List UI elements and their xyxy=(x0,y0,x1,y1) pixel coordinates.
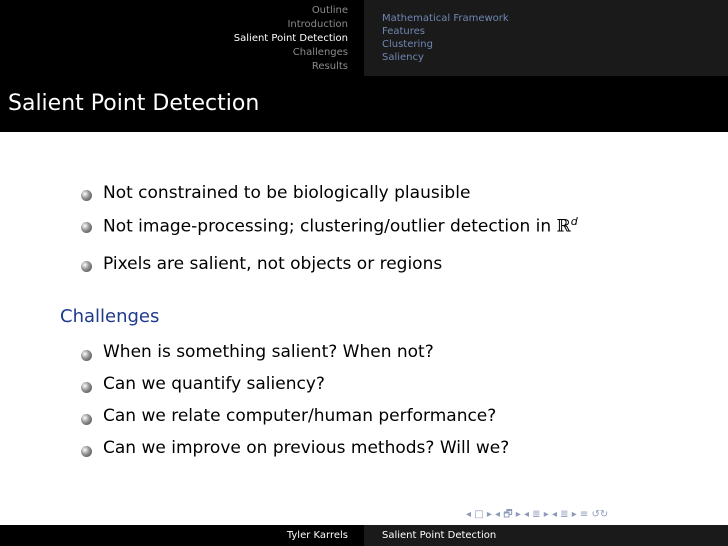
bullet-icon xyxy=(81,414,92,425)
subsection-navigation xyxy=(364,0,728,76)
subsection-saliency[interactable]: Saliency xyxy=(382,52,424,63)
subsection-clustering[interactable]: Clustering xyxy=(382,39,433,50)
real-numbers-symbol: ℝ xyxy=(556,216,571,237)
bullet-icon xyxy=(81,446,92,457)
dimension-superscript: d xyxy=(570,215,578,228)
challenge-item: Can we quantify saliency? xyxy=(103,374,325,394)
footer-author-box xyxy=(0,525,364,546)
bullet-icon xyxy=(81,261,92,272)
section-introduction[interactable]: Introduction xyxy=(287,19,348,30)
bullet-icon xyxy=(81,382,92,393)
list-item: Not constrained to be biologically plausible xyxy=(103,183,471,203)
subsection-features[interactable]: Features xyxy=(382,26,425,37)
section-challenges[interactable]: Challenges xyxy=(292,47,348,58)
challenge-item: Can we improve on previous methods? Will we? xyxy=(103,438,510,458)
footline xyxy=(0,525,728,546)
list-item-with-math xyxy=(103,215,578,237)
block-title: Challenges xyxy=(60,306,160,327)
frame-title: Salient Point Detection xyxy=(8,91,260,116)
frame-title-bar xyxy=(0,76,728,132)
subsection-mathematical-framework[interactable]: Mathematical Framework xyxy=(382,13,509,24)
headline-bar xyxy=(0,0,728,76)
section-salient-point-detection[interactable]: Salient Point Detection xyxy=(233,33,348,44)
section-navigation xyxy=(0,0,364,76)
section-outline[interactable]: Outline xyxy=(311,5,348,16)
bullet-icon xyxy=(81,190,92,201)
section-results[interactable]: Results xyxy=(311,61,348,72)
challenge-item: When is something salient? When not? xyxy=(103,342,434,362)
footer-title-box xyxy=(364,525,728,546)
footer-author: Tyler Karrels xyxy=(286,530,348,541)
list-item: Pixels are salient, not objects or regions xyxy=(103,254,443,274)
list-item-text: Not image-processing; clustering/outlier detection in xyxy=(103,216,552,237)
bullet-icon xyxy=(81,222,92,233)
beamer-navigation-icons[interactable]: ◂ □ ▸ ◂ 🗗 ▸ ◂ ≣ ▸ ◂ ≣ ▸ ≡ ↺↻ xyxy=(466,509,609,520)
challenge-item: Can we relate computer/human performance? xyxy=(103,406,497,426)
footer-short-title: Salient Point Detection xyxy=(382,530,497,541)
bullet-icon xyxy=(81,350,92,361)
